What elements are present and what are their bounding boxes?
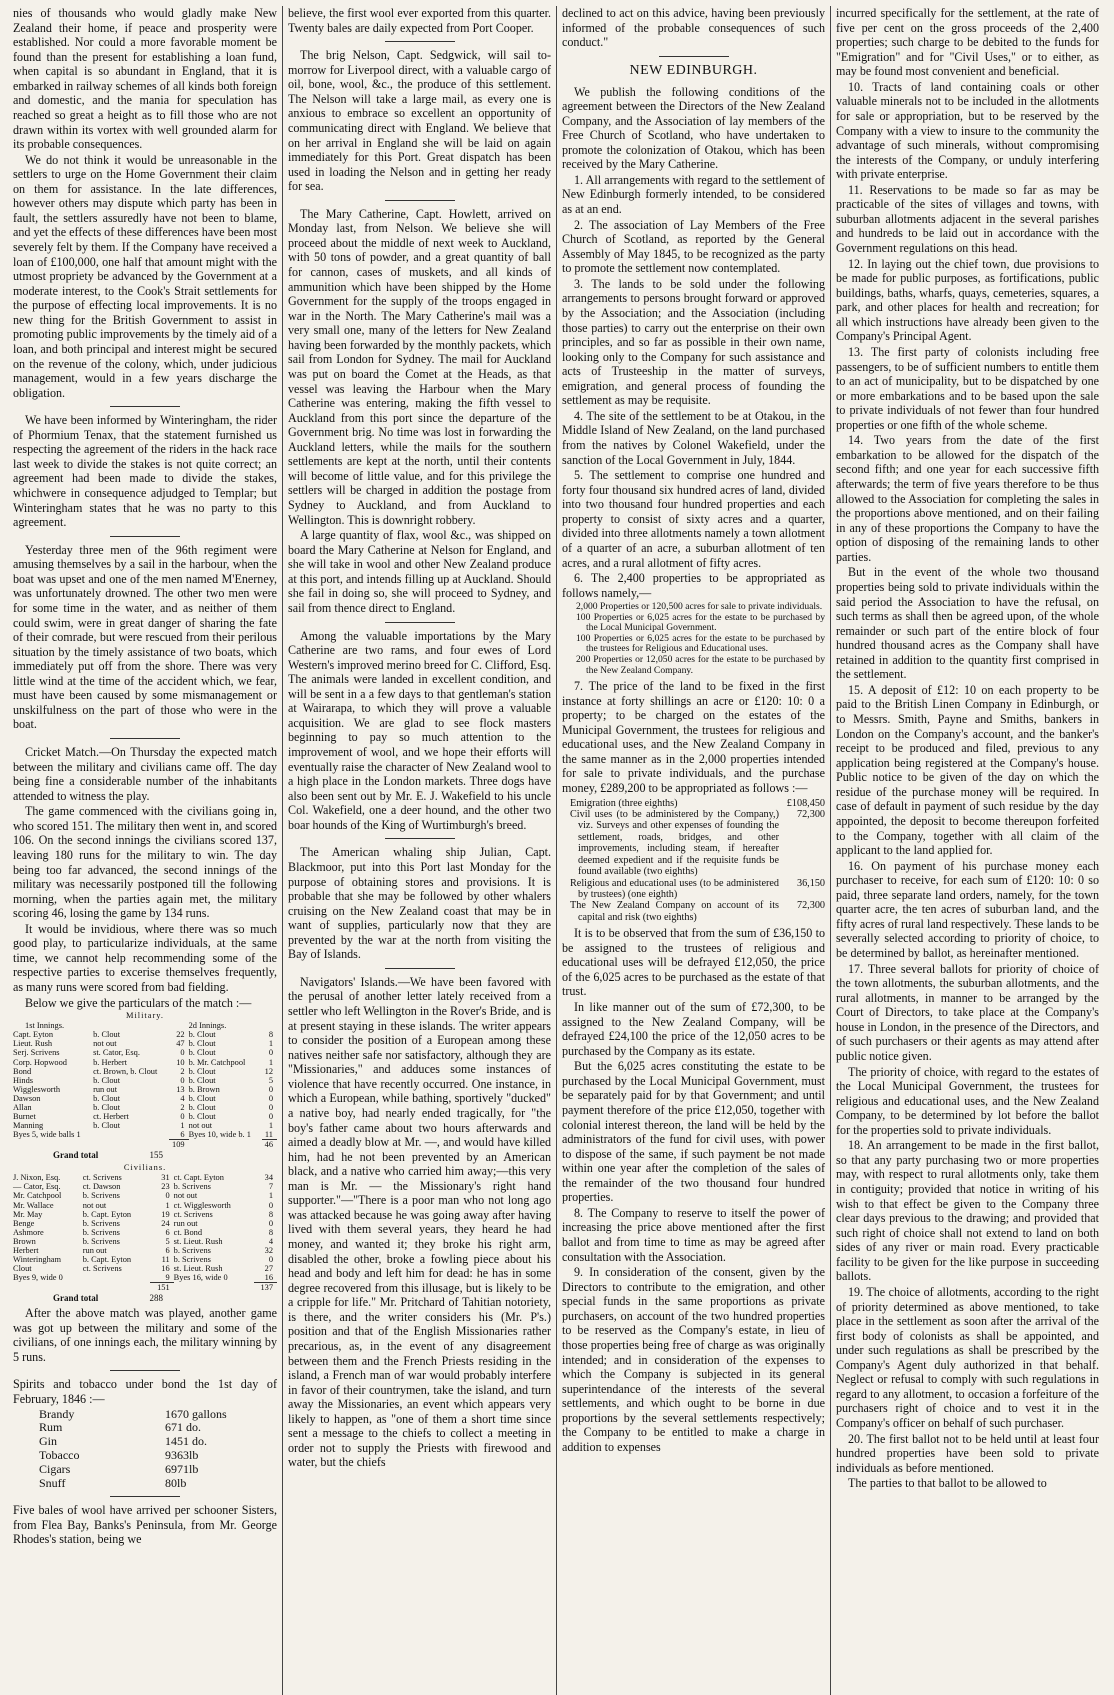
agreement-clause: 14. Two years from the date of the first embarkation to be allowed for the dispatch of the second fifth; and one year for each successive fifth afterwards; the term of five years therefore to be thus allowed to the Association for completing the sales in the proportions above mentioned, and on their failing in any of these proportions the Company to have the option of disposing of the remaining lands to other parties. [836, 433, 1099, 564]
score-row [13, 1085, 277, 1094]
column-2 [282, 6, 556, 1695]
score-row [13, 1112, 277, 1121]
bonded-item-quantity: 80lb [165, 1475, 187, 1490]
bonded-item-name: Brandy [39, 1406, 75, 1421]
agreement-clause: It is to be observed that from the sum of £36,150 to be assigned to the trustees of religious and educational uses will be defrayed £12,050, the price of the 6,025 acres to be purchased as the estate of that trust. [562, 926, 825, 999]
runs-2: 0 [268, 1255, 273, 1265]
agreement-clause: 1. All arrangements with regard to the settlement of New Edinburgh formerly intended, to be considered as at an end. [562, 172, 825, 217]
dismissal-1: b. Scrivens [82, 1191, 120, 1201]
score-row [13, 1237, 277, 1246]
player-name: Allan [13, 1102, 32, 1112]
property-allocation-list [576, 602, 825, 676]
score-row [13, 1121, 277, 1130]
player-name: J. Nixon, Esq. [13, 1173, 61, 1183]
home-government-paragraph: We do not think it would be unreasonable in the settlers to urge on the Home Government their claim on them for assistance. In the late differences, however others may dispute which party has been in fault, the settlers assuredly have not been to blame, and yet the effects of these differences have been most severely felt by them. If the Company have received a loan of £100,000, one half that amount might with the utmost propriety be advanced by the Government at a moderate interest, to the Cook's Strait settlements for the purpose of effecting local improvements. It is no new thing for the British Government to assist in promoting public improvements by the timely aid of a loan, and both principal and interest might be secured on the revenue of the colony, which, under judicious management, would in a few years discharge the obligation. [13, 152, 277, 400]
divider [385, 41, 455, 42]
civilians-scorecard [13, 1173, 277, 1292]
wool-export-paragraph: believe, the first wool ever exported from this quarter. Twenty bales are daily expected from Port Cooper. [288, 6, 551, 35]
dismissal-1: ct. Brown, b. Clout [93, 1066, 158, 1076]
runs-1: 23 [161, 1182, 170, 1192]
player-name: Ashmore [13, 1227, 44, 1237]
dismissal-1: b. Clout [93, 1121, 121, 1131]
runs-2: 1 [268, 1039, 273, 1049]
agreement-clauses-7-9 [562, 926, 825, 1454]
divider [659, 56, 729, 57]
runs-2: 27 [264, 1264, 273, 1274]
player-name: Bond [13, 1066, 32, 1076]
second-game-paragraph: After the above match was played, another game was got up between the military and some of the civilians, of one innings each, the military winning by 5 runs. [13, 1306, 277, 1364]
player-name: Wigglesworth [13, 1084, 61, 1094]
dismissal-1: b. Scrivens [82, 1218, 120, 1228]
runs-1: 9 [165, 1273, 170, 1283]
civilians-total-2: 137 [254, 1283, 277, 1293]
divider [385, 968, 455, 969]
agreement-clause: 3. The lands to be sold under the following arrangements to persons brought forward or approved by the Association; and the Association (including those parties) to carry out the enterprise on their own principles, and so far as possible in their own name, looking only to the Company for such assistance and acts of Trusteeship in the matter of surveys, emigration, and general process of founding the settlement as may be requisite. [562, 276, 825, 408]
clause-7: 7. The price of the land to be fixed in the first instance at forty shillings an acre or £120: 10: 0 a property; to be charged on the estates of the Municipal Government, the trustees for religious and educational uses, and the New Zealand Company in the same manner as in the 2,000 properties intended for sale to private individuals, and the purchase money, £289,200 to be appropriated as follows :— [562, 679, 825, 795]
player-name: Mr. Catchpool [13, 1191, 62, 1201]
score-row [13, 1067, 277, 1076]
civilians-total-1: 151 [150, 1283, 173, 1293]
innings-header-row [13, 1021, 277, 1030]
score-row [13, 1030, 277, 1039]
allocation-item: 100 Properties or 6,025 acres for the estate to be purchased by the trustees for Religious and Educational uses. [576, 632, 825, 655]
dismissal-1: b. Capt. Eyton [82, 1209, 132, 1219]
score-row [13, 1273, 277, 1283]
score-row [13, 1076, 277, 1085]
column-3 [556, 6, 830, 1695]
player-name: Benge [13, 1218, 35, 1228]
cricket-match-paragraph: Cricket Match.—On Thursday the expected match between the military and civilians came off. The day being fine a considerable number of the inhabitants attended to witness the play. [13, 745, 277, 803]
spirits-bond-intro: Spirits and tobacco under bond the 1st day of February, 1846 :— [13, 1377, 277, 1406]
purchase-money-purpose: Religious and educational uses (to be administered by trustees) (one eighth) [570, 877, 779, 900]
military-heading: Military. [126, 1011, 164, 1021]
flax-wool-paragraph: A large quantity of flax, wool &c., was shipped on board the Mary Catherine at Nelson for England, and she will take in wool and other New Zealand produce at this port, and intends filling up at Auckland. Should she fail in doing so, she will proceed to Sydney, and sail from thence direct to England. [288, 528, 551, 615]
column-4 [830, 6, 1104, 1695]
dismissal-2: b. Mr. Catchpool [188, 1057, 246, 1067]
runs-1: 13 [176, 1084, 185, 1094]
bonded-item-quantity: 6971lb [165, 1461, 199, 1476]
runs-2: 1 [268, 1121, 273, 1131]
drowning-paragraph: Yesterday three men of the 96th regiment were amusing themselves by a sail in the harbour, when the boat was upset and one of the men named M'Enerney, was unfortunately drowned. The other two men were for some time in the water, and as neither of them could swim, were in great danger of sharing the fate of their comrade, but were rescued from their perilous situation by the timely assistance of two boats, which immediately put off from the shore. There was very little wind at the time of the accident which, we fear, must have been caused by some mismanagement or unskilfulness on the part of those who were in the boat. [13, 542, 277, 732]
player-name: Mr. May [13, 1209, 43, 1219]
runs-1: 6 [165, 1245, 170, 1255]
runs-2: 16 [264, 1273, 273, 1283]
runs-2: 0 [268, 1218, 273, 1228]
dismissal-1: run out [93, 1084, 118, 1094]
score-row [13, 1264, 277, 1273]
agreement-clause: 4. The site of the settlement to be at Otakou, in the Middle Island of New Zealand, on the land purchased from the natives by Colonel Wakefield, under the sanction of the Local Government in July, 1844. [562, 408, 825, 467]
dismissal-2: b. Clout [188, 1039, 216, 1049]
purchase-money-amount: 36,150 [796, 877, 825, 889]
military-total-1: 109 [169, 1140, 189, 1150]
allocation-item: 2,000 Properties or 120,500 acres for sale to private individuals. [576, 601, 823, 613]
divider [385, 200, 455, 201]
dismissal-1: ct. Scrivens [82, 1173, 122, 1183]
runs-1: 1 [165, 1200, 170, 1210]
allocation-item: 100 Properties or 6,025 acres for the estate to be purchased by the Local Municipal Government. [576, 611, 825, 634]
runs-1: 11 [161, 1255, 170, 1265]
military-scorecard [13, 1021, 277, 1149]
runs-2: 32 [264, 1245, 273, 1255]
agreement-intro: We publish the following conditions of the agreement between the Directors of the New Zealand Company, and the Association of lay members of the Free Church of Scotland, who have undertaken to promote the colonization of Otakou, which has been received by the Mary Catherine. [562, 84, 825, 172]
runs-2: 8 [268, 1030, 273, 1040]
dismissal-2: b. Scrivens [173, 1255, 211, 1265]
score-row [13, 1219, 277, 1228]
runs-2: 0 [268, 1112, 273, 1122]
dismissal-1: ct. Dawson [82, 1182, 121, 1192]
runs-1: 2 [180, 1066, 185, 1076]
bonded-item-name: Rum [39, 1420, 63, 1435]
score-row [13, 1182, 277, 1191]
dismissal-1: ct. Scrivens [82, 1264, 122, 1274]
runs-1: 19 [161, 1209, 170, 1219]
bonded-item [39, 1421, 277, 1435]
agreement-clause: 16. On payment of his purchase money each purchaser to receive, for each sum of £120: 10: 0 so paid, three separate land orders, namely, for the town quarter acre, the ten acres of suburban land, and the fifty acres of rural land respectively. These lands to be severally selected according to priority of choice, to be determined by ballot, as hereinafter mentioned. [836, 858, 1099, 960]
score-row [13, 1048, 277, 1057]
dismissal-2: b. Clout [188, 1048, 216, 1058]
dismissal-1: not out [82, 1200, 107, 1210]
runs-2: 0 [268, 1048, 273, 1058]
purchase-money-purpose: Emigration (three eighths) [570, 797, 678, 809]
agreement-clause: But in the event of the whole two thousand properties being sold to private individuals within the said period the Association to have the refusal, on such terms as shall then be agreed upon, of the whole remainder or such part of the entire block of four hundred thousand acres as the Company shall have retained in addition to the quantity first comprised in the settlement. [836, 565, 1099, 682]
dismissal-1: b. Clout [93, 1102, 121, 1112]
military-grand-total [13, 1150, 163, 1161]
runs-1: 0 [180, 1075, 185, 1085]
runs-1: 16 [161, 1264, 170, 1274]
runs-2: 5 [268, 1075, 273, 1085]
player-name: Serj. Scrivens [13, 1048, 60, 1058]
player-name: Capt. Eyton [13, 1030, 54, 1040]
agreement-clause: 11. Reservations to be made so far as may be practicable of the sites of villages and towns, with suburban allotments adjacent in the several parishes and hundreds to be laid out in accordance with the Government regulations on this head. [836, 182, 1099, 255]
divider [110, 738, 180, 739]
score-row [13, 1228, 277, 1237]
dismissal-1: not out [93, 1039, 117, 1049]
score-row [13, 1246, 277, 1255]
player-name: Byes 9, wide 0 [13, 1273, 63, 1283]
wool-bales-paragraph: Five bales of wool have arrived per schooner Sisters, from Flea Bay, Banks's Peninsula, from Mr. George Rhodes's station, being we [13, 1503, 277, 1547]
dismissal-2: not out [173, 1191, 198, 1201]
grand-total-value: 155 [149, 1150, 163, 1161]
innings-2-label: 2d Innings. [188, 1021, 227, 1031]
military-rows [13, 1030, 277, 1139]
agreement-clause: 20. The first ballot not to be held until at least four hundred properties have been sold to private individuals as before mentioned. [836, 1431, 1099, 1475]
agreement-clause: But the 6,025 acres constituting the estate to be purchased by the Local Municipal Government, must be separately paid for by that Government; and until payment therefore of the price £12,050, together with colonial interest thereon, the land will be held by the administrators of the fund for civil uses, with power to dispose of the same, if such payment be not made within one year after the completion of the sales of the remainder of the two thousand four hundred properties. [562, 1059, 825, 1205]
cricket-particulars-intro: Below we give the particulars of the match :— [25, 995, 252, 1010]
cricket-fielding-paragraph: It would be invidious, where there was so much good play, to particularize individuals, at the same time, we cannot help recommending some of the respective parties to excerise themselves frequently, as many runs were scored from bad fielding. [13, 921, 277, 994]
navigators-islands-paragraph: Navigators' Islands.—We have been favored with the perusal of another letter lately received from a settler who left Wellington in the Rover's Bride, and is at present staying in these islands. The writer appears to consider the position of a European among these natives neither safe nor satisfactory, although they are "Missionaries," and adduces some instances of violence that have recently occurred. One instance, in which a European, while bathing, sportively "ducked" a native boy, had nearly ended tragically, for "the boy's father came about two hours afterwards and aimed a deadly blow at Mr. —, and would have killed him, had he not been prevented by an American black, and a native who carried him away;—this very man is Mr. — the Missionary's right hand supporter."—"There is a poor man who not long ago was attacked because he was going away after having lived with them several years, they heard he had money, and wanted it; they broke his right arm, disabled the other, broke a fowling piece about his head and body and left him for dead: he has in some degree recovered from this illusage, but is likely to be a cripple for life." Mr. Pritchard of Tahitian notoriety, is there, and the writer considers his (Mr. P's.) position and that of the English Missionaries rather precarious, as, in the event of any disagreement between them and the French Priests residing in the island, a French man of war would probably interfere in favor of their countrymen, take the island, and turn away the Missionaries, an event which appears very likely to happen, as "one of them a short time since sent a message to the chiefs to collect a meeting in order not to supply the Priests with firewood and water, but the chiefs [288, 974, 551, 1470]
dismissal-2: b. Clout [188, 1093, 216, 1103]
agreement-clause: 13. The first party of colonists including free passengers, to be of sufficient numbers to entitle them to an act of municipality, but to be dispatched by one or more embarkations and to be based upon the sale to private individuals of not fewer than four hundred properties or one fifth of the whole scheme. [836, 344, 1099, 432]
dismissal-2: Byes 16, wide 0 [173, 1273, 228, 1283]
player-name: Corp. Hopwood [13, 1057, 67, 1067]
importations-paragraph: Among the valuable importations by the Mary Catherine are two rams, and four ewes of Lord Western's improved merino breed for C. Clifford, Esq. The animals were landed in excellent condition, and will be sent in a a few days to that gentleman's station at Wairarapa, to which they will prove a valuable acquisition. We are glad to see flock masters beginning to pay so much attention to the improvement of wool, and we hope their efforts will eventually raise the character of New Zealand wool to a high place in the London markets. Three dogs have also been sent out by Mr. E. J. Wakefield to his uncle Col. Wakefield, one a deer hound, and the other two boar hounds of the King of Wurtimburgh's breed. [288, 628, 551, 832]
bonded-item-name: Tobacco [39, 1447, 80, 1462]
purchase-money-purpose: The New Zealand Company on account of its capital and risk (two eighths) [570, 900, 779, 923]
runs-1: 1 [180, 1121, 185, 1131]
runs-2: 0 [268, 1102, 273, 1112]
score-row [13, 1201, 277, 1210]
agreement-clauses-1-6 [562, 173, 825, 600]
player-name: Burnet [13, 1112, 36, 1122]
bonded-goods-list [39, 1408, 277, 1491]
dismissal-1: b. Herbert [93, 1057, 128, 1067]
dismissal-2: b. Brown [188, 1084, 220, 1094]
agreement-clause: 8. The Company to reserve to itself the power of increasing the price above mentioned after the first ballot and from time to time as may be agreed after consultation with the Association. [562, 1205, 825, 1264]
agreement-clause: 15. A deposit of £12: 10 on each property to be paid to the British Linen Company in Edinburgh, or to Messrs. Smith, Payne and Smiths, bankers in London on the Company's account, and the banker's receipt to be produced and filed, previous to any application being registered at the Company's house. Public notice to be given of the day on which the residue of the purchase money will be required. In case of default in payment of such residue by the day appointed, the deposit to become thereupon forfeited to the Company, together with all claim of the applicant to the land applied for. [836, 682, 1099, 858]
bonded-item-quantity: 1670 gallons [165, 1406, 227, 1421]
score-row [13, 1173, 277, 1182]
mary-catherine-paragraph: The Mary Catherine, Capt. Howlett, arrived on Monday last, from Nelson. We believe she will proceed about the middle of next week to Auckland, with 50 tons of powder, and a great quantity of ball for cannon, cases of muskets, and all kinds of ammunition which have been shipped by the Home Government for the supply of the troops engaged in war in the North. The Mary Catherine's mail was a very small one, many of the letters for New Zealand having been forwarded by the monthly packets, which sail from London for Sydney. The mail for Auckland was put on board the Comet at the Heads, as that vessel was leaving the Harbour when the Mary Catherine was entering, making the fifth vessel to Auckland from this port since the departure of the Government brig. No time was lost in forwarding the Auckland letters, while the mails for the southern settlements are kept at the north, until their contents will become of little value, and for this privilege the settlers will be charged in addition the postage from Sydney to Auckland, and from Auckland to Wellington. This is downright robbery. [288, 206, 551, 527]
player-name: Herbert [13, 1245, 39, 1255]
dismissal-2: b. Scrivens [173, 1245, 211, 1255]
innings-1-label: 1st Innings. [25, 1021, 65, 1031]
civilians-heading: Civilians. [123, 1163, 167, 1173]
dismissal-1: ct. Herbert [93, 1112, 129, 1122]
dismissal-1: run out [82, 1245, 107, 1255]
new-edinburgh-heading: NEW EDINBURGH. [629, 62, 758, 78]
military-totals-row [13, 1140, 277, 1150]
dismissal-1: b. Clout [93, 1093, 121, 1103]
bonded-item [39, 1463, 277, 1477]
runs-2: 0 [268, 1084, 273, 1094]
dismissal-1: b. Capt. Eyton [82, 1255, 132, 1265]
civilians-totals-row [13, 1283, 277, 1293]
dismissal-2: Byes 10, wide b. 1 [188, 1130, 251, 1140]
runs-1: 5 [165, 1236, 170, 1246]
agreement-clause: 10. Tracts of land containing coals or other valuable minerals not to be included in the allotments for sale or appropriation, but to be reserved by the Company with a view to insure to the community the advantage of such minerals, without compromising the interests of the Company, or unduly interfering with private enterprise. [836, 79, 1099, 182]
bonded-item [39, 1408, 277, 1422]
dismissal-2: not out [188, 1121, 213, 1131]
agreement-clause: 17. Three several ballots for priority of choice of the town allotments, the suburban allotments, and the rural allotments, in manner to be arranged by the Court of Directors, to take place at the Company's house in London, in the presence of the Directors, and of such purchasers or their agents as may attend after public notice given. [836, 961, 1099, 1063]
runs-1: 0 [165, 1191, 170, 1201]
dismissal-1: b. Clout [93, 1030, 121, 1040]
score-row [13, 1058, 277, 1067]
bonded-item-name: Snuff [39, 1475, 66, 1490]
divider [385, 838, 455, 839]
divider [110, 1496, 180, 1497]
brig-nelson-paragraph: The brig Nelson, Capt. Sedgwick, will sail to-morrow for Liverpool direct, with a valuable cargo of oil, bone, wool, &c., the produce of this settlement. The Nelson will take a large mail, as every one is anxious to embrace so excellent an opportunity of communicating direct with England. We believe that on her arrival in England she will be laid on again immediately for this Port. Great dispatch has been used in loading the Nelson and in getting her ready for sea. [288, 48, 551, 194]
grand-total-label: Grand total [53, 1293, 99, 1304]
agreement-clause: 12. In laying out the chief town, due provisions to be made for public purposes, as fortifications, public buildings, baths, wharfs, quays, cemeteries, squares, a park, and other places for health and recreation; for all which instructions have already been given to the Company's Principal Agent. [836, 256, 1099, 344]
dismissal-2: b. Clout [188, 1066, 216, 1076]
military-total-2: 46 [262, 1140, 277, 1150]
player-name: Dawson [13, 1093, 41, 1103]
purchase-money-row [570, 809, 825, 878]
agreement-clause: 5. The settlement to comprise one hundred and forty four thousand six hundred acres of land, divided into two thousand four hundred properties and each property to consist of sixty acres and a quarter, divided into three allotments namely a town allotment of a quarter of an acre, a suburban allotment of ten acres, and a rural allotment of fifty acres. [562, 468, 825, 570]
player-name: Lieut. Rush [13, 1039, 53, 1049]
runs-2: 34 [264, 1173, 273, 1183]
dismissal-2: b. Clout [188, 1030, 216, 1040]
runs-2: 4 [268, 1236, 273, 1246]
bonded-item-quantity: 1451 do. [165, 1434, 207, 1449]
runs-1: 31 [161, 1173, 170, 1183]
dismissal-1: b. Scrivens [82, 1227, 120, 1237]
runs-2: 11 [264, 1130, 273, 1140]
bonded-item-name: Gin [39, 1434, 57, 1449]
score-row [13, 1103, 277, 1112]
grand-total-label: Grand total [53, 1150, 99, 1161]
score-row [13, 1210, 277, 1219]
purchase-money-amount: £108,450 [786, 797, 825, 809]
purchase-money-row [570, 878, 825, 901]
dismissal-1 [93, 1130, 169, 1140]
dismissal-2: st. Lieut. Rush [173, 1236, 223, 1246]
bonded-item [39, 1435, 277, 1449]
agreement-clause: 18. An arrangement to be made in the first ballot, so that any party purchasing two or more properties may, with respect to rural allotments only, take them in contiguity; provided that notice in writing of his wish to that effect be given to the Company three clear days previous to the drawing; and provided that such right of choice shall not extend to land on both sides of any river or main road. Every practicable facility to be given for the like purpose in succeeding ballots. [836, 1138, 1099, 1284]
agreement-clause: 9. In consideration of the consent, given by the Directors to contribute to the emigration, and other special funds in the same proportions as private purchasers, on account of the two hundred properties to be reserved as the Company's estate, in lieu of those properties being free of charge as was originally intended; and in consideration of the expenses to which the Company is subjected in its general superintendance of the interests of the several settlements, and which ought to be borne in due proportions by the several settlements respectively; the Company to be entitled to make a charge in addition to expenses [562, 1265, 825, 1454]
player-name: — Cator, Esq. [13, 1182, 61, 1192]
divider [110, 406, 180, 407]
dismissal-2: run out [173, 1218, 198, 1228]
runs-1: 6 [165, 1227, 170, 1237]
runs-2: 8 [268, 1227, 273, 1237]
agreement-clause: The priority of choice, with regard to the estates of the Local Municipal Government, the trustees for religious and educational uses, and the New Zealand Company, to be determined by lot before the ballot for the properties sold to private individuals. [836, 1064, 1099, 1137]
dismissal-2: st. Lieut. Rush [173, 1264, 223, 1274]
runs-1: 0 [180, 1048, 185, 1058]
runs-1: 22 [176, 1030, 185, 1040]
score-row [13, 1191, 277, 1200]
score-row [13, 1130, 277, 1140]
bonded-item-quantity: 9363lb [165, 1447, 199, 1462]
player-name: Brown [13, 1236, 36, 1246]
runs-1: 6 [180, 1130, 185, 1140]
score-row [13, 1094, 277, 1103]
bonded-item-quantity: 671 do. [165, 1420, 201, 1435]
dismissal-2: b. Clout [188, 1075, 216, 1085]
column-1 [8, 6, 282, 1695]
divider [110, 1370, 180, 1371]
purchase-money-amount: 72,300 [796, 808, 825, 820]
runs-1: 4 [180, 1093, 185, 1103]
runs-2: 1 [268, 1191, 273, 1201]
agreement-clause: The parties to that ballot to be allowed to [848, 1476, 1047, 1491]
dismissal-1: st. Cator, Esq. [93, 1048, 140, 1058]
bonded-item [39, 1449, 277, 1463]
divider [110, 536, 180, 537]
dismissal-1: b. Scrivens [82, 1236, 120, 1246]
whaling-ship-paragraph: The American whaling ship Julian, Capt. Blackmoor, put into this Port last Monday for the purpose of obtaining stores and provisions. It is probable that she may be followed by other whalers cruising on the New Zealand coast that may be in want of supplies, particularly now that they are prevented by the war at the north from visiting the Bay of Islands. [288, 845, 551, 962]
bonded-item [39, 1477, 277, 1491]
dismissal-2: b. Clout [188, 1112, 216, 1122]
agreement-clause: incurred specifically for the settlement, at the rate of five per cent on the gross proceeds of the 2,400 properties; such charge to be debited to the funds for "Emigration" and for "Civil Uses," or to either, as may be found most convenient and beneficial. [836, 6, 1099, 79]
bonded-item-name: Cigars [39, 1461, 71, 1476]
runs-1: 47 [176, 1039, 185, 1049]
runs-1: 10 [176, 1057, 185, 1067]
player-name: Winteringham [13, 1255, 62, 1265]
player-name: Mr. Wallace [13, 1200, 54, 1210]
navigators-continuation: declined to act on this advice, having been previously informed of the probable consequences of such conduct." [562, 6, 825, 50]
runs-2: 7 [268, 1182, 273, 1192]
dismissal-1 [83, 1273, 151, 1283]
purchase-money-purpose: Civil uses (to be administered by the Company,) viz. Surveys and other expenses of founding the settlement, roads, bridges, and other improvements, including steam, if hereafter deemed expedient and if the requisite funds be found available (two eighths) [570, 808, 779, 878]
player-name: Manning [13, 1121, 44, 1131]
purchase-money-row [570, 900, 825, 923]
player-name: Byes 5, wide balls 1 [13, 1130, 81, 1140]
runs-2: 12 [264, 1066, 273, 1076]
dismissal-2: ct. Capt. Eyton [173, 1173, 224, 1183]
purchase-money-row [570, 798, 825, 809]
agreement-clause: 6. The 2,400 properties to be appropriated as follows namely,— [562, 571, 825, 600]
runs-2: 0 [268, 1093, 273, 1103]
dismissal-2: ct. Scrivens [173, 1209, 213, 1219]
loan-fund-paragraph: nies of thousands who would gladly make New Zealand their home, if peace and prosperity were established. Nor could a more favorable moment be found than the present for establishing a loan fund, when capital is so abundant in England, that it is embarked in railway schemes of all kinds both foreign and domestic, and the mania for speculation has reached so great a height as to fill those who are not drawn within its vortex with well grounded alarm for its probable consequences. [13, 6, 277, 152]
agreement-clause: In like manner out of the sum of £72,300, to be assigned to the New Zealand Company, will be defrayed £24,100 the price of the 12,050 acres to be purchased by the Company as its estate. [562, 1000, 825, 1058]
dismissal-2: ct. Bond [173, 1227, 203, 1237]
purchase-money-table [570, 798, 825, 924]
dismissal-2: b. Clout [188, 1102, 216, 1112]
cricket-game-paragraph: The game commenced with the civilians going in, who scored 151. The military then went in, and scored 106. On the second innings the civilians scored 137, leaving 180 runs for the military to win. The day being too far advanced, the second innings of the military was necessarily postponed till the following morning, when the parties again met, the military scoring 46, losing the game by 134 runs. [13, 804, 277, 921]
runs-2: 8 [268, 1209, 273, 1219]
hack-race-paragraph: We have been informed by Winteringham, the rider of Phormium Tenax, that the statement furnished us respecting the agreement of the riders in the hack race last week to divide the stakes is not quite correct; an agreement had been made to divide the stakes, whichwere in consequence adjudged to Templar; but Winteringham states that he was no party to this agreement. [13, 413, 277, 530]
allocation-item: 200 Properties or 12,050 acres for the estate to be purchased by the New Zealand Company. [576, 653, 825, 676]
dismissal-1: b. Clout [93, 1075, 121, 1085]
agreement-clause: 2. The association of Lay Members of the Free Church of Scotland, as reported by the General Assembly of May 1845, to be recognized as the party to promote the settlement now contemplated. [562, 217, 825, 276]
purchase-money-amount: 72,300 [796, 900, 825, 912]
runs-1: 0 [180, 1112, 185, 1122]
dismissal-2: b. Scrivens [173, 1182, 211, 1192]
dismissal-2: ct. Wigglesworth [173, 1200, 231, 1210]
runs-2: 0 [268, 1200, 273, 1210]
civilians-grand-total [13, 1293, 163, 1304]
score-row [13, 1255, 277, 1264]
runs-1: 2 [180, 1102, 185, 1112]
civilian-rows [13, 1173, 277, 1282]
runs-2: 1 [268, 1057, 273, 1067]
player-name: Hinds [13, 1075, 34, 1085]
score-row [13, 1039, 277, 1048]
grand-total-value: 288 [149, 1293, 163, 1304]
runs-1: 24 [161, 1218, 170, 1228]
divider [385, 622, 455, 623]
player-name: Clout [13, 1264, 32, 1274]
agreement-clause: 19. The choice of allotments, according to the right of priority determined as above mentioned, to take place in the settlement as soon after the arrival of the first body of colonists as shall be appointed, and under such regulations as shall be prescribed by the Company's Agent duly authorized in that behalf. Neglect or refusal to comply with such regulations in regard to any allotment, to occasion a forfeiture of the purchasers right of choice and to vest it in the Company's officer on behalf of such purchaser. [836, 1284, 1099, 1430]
